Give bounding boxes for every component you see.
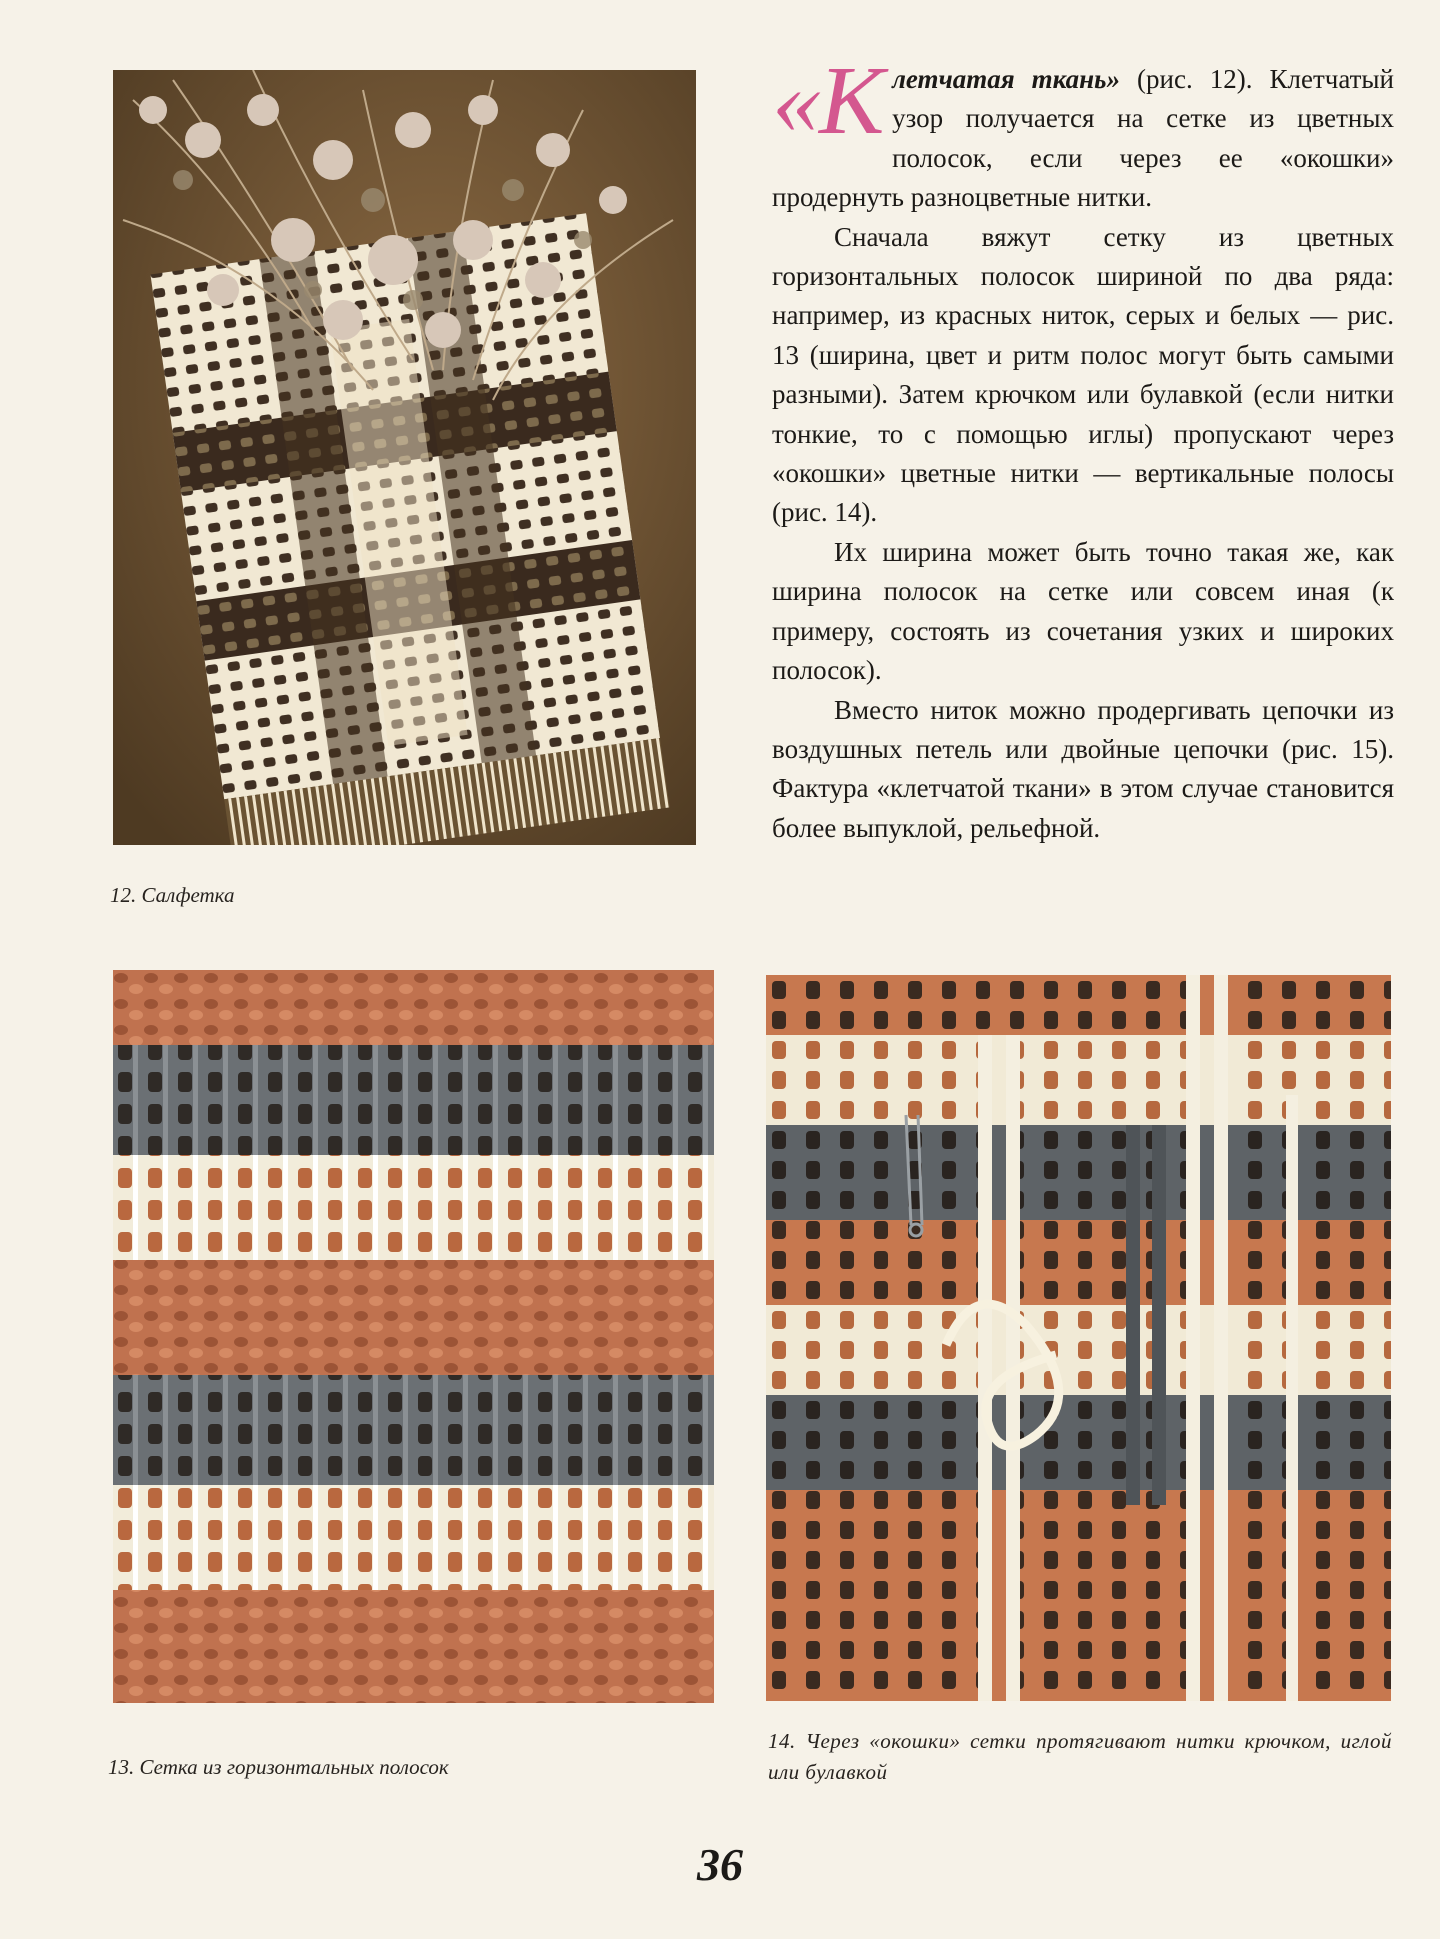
article-text: [772, 47, 1394, 848]
paragraph-2: Сначала вяжут сетку из цветных горизонтальных полосок шириной по два ряда: например, из красных ниток, серых и белых — рис. 13 (ширина, цвет и ритм полос могут быть самыми разными). Затем крючком или булавкой (если нитки тонкие, то с помощью иглы) пропускают через «окошки» цветные нитки — вертикальные полосы (рис. 14).: [772, 221, 1394, 528]
paragraph-3: Их ширина может быть точно такая же, как ширина полосок на сетке или совсем иная (к примеру, состоять из сочетания узких и широких полосок).: [772, 536, 1394, 686]
caption-figure-14: 14. Через «окошки» сетки протягивают нитки крючком, иглой или булавкой: [768, 1729, 1392, 1784]
paragraph-1-text: (рис. 12). Клетчатый узор получается на сетке из цветных полосок, если через ее «окошки» продернуть разноцветные нитки.: [772, 64, 1394, 213]
paragraph-4: Вместо ниток можно продергивать цепочки из воздушных петель или двойные цепочки (рис. 15). Фактура «клетчатой ткани» в этом случае становится более выпуклой, рельефной.: [772, 694, 1394, 843]
caption-figure-12: 12. Салфетка: [110, 883, 235, 907]
figure-14-threading-photo: [766, 975, 1391, 1701]
lead-title: летчатая ткань»: [892, 64, 1121, 94]
caption-figure-13: 13. Сетка из горизонтальных полосок: [108, 1755, 449, 1779]
drop-cap: «К: [772, 47, 883, 155]
figure-12-napkin-photo: [113, 70, 696, 845]
page-number: 36: [697, 1839, 743, 1890]
figure-13-stripes-photo: [113, 970, 714, 1703]
paragraph-1: [772, 47, 1394, 218]
